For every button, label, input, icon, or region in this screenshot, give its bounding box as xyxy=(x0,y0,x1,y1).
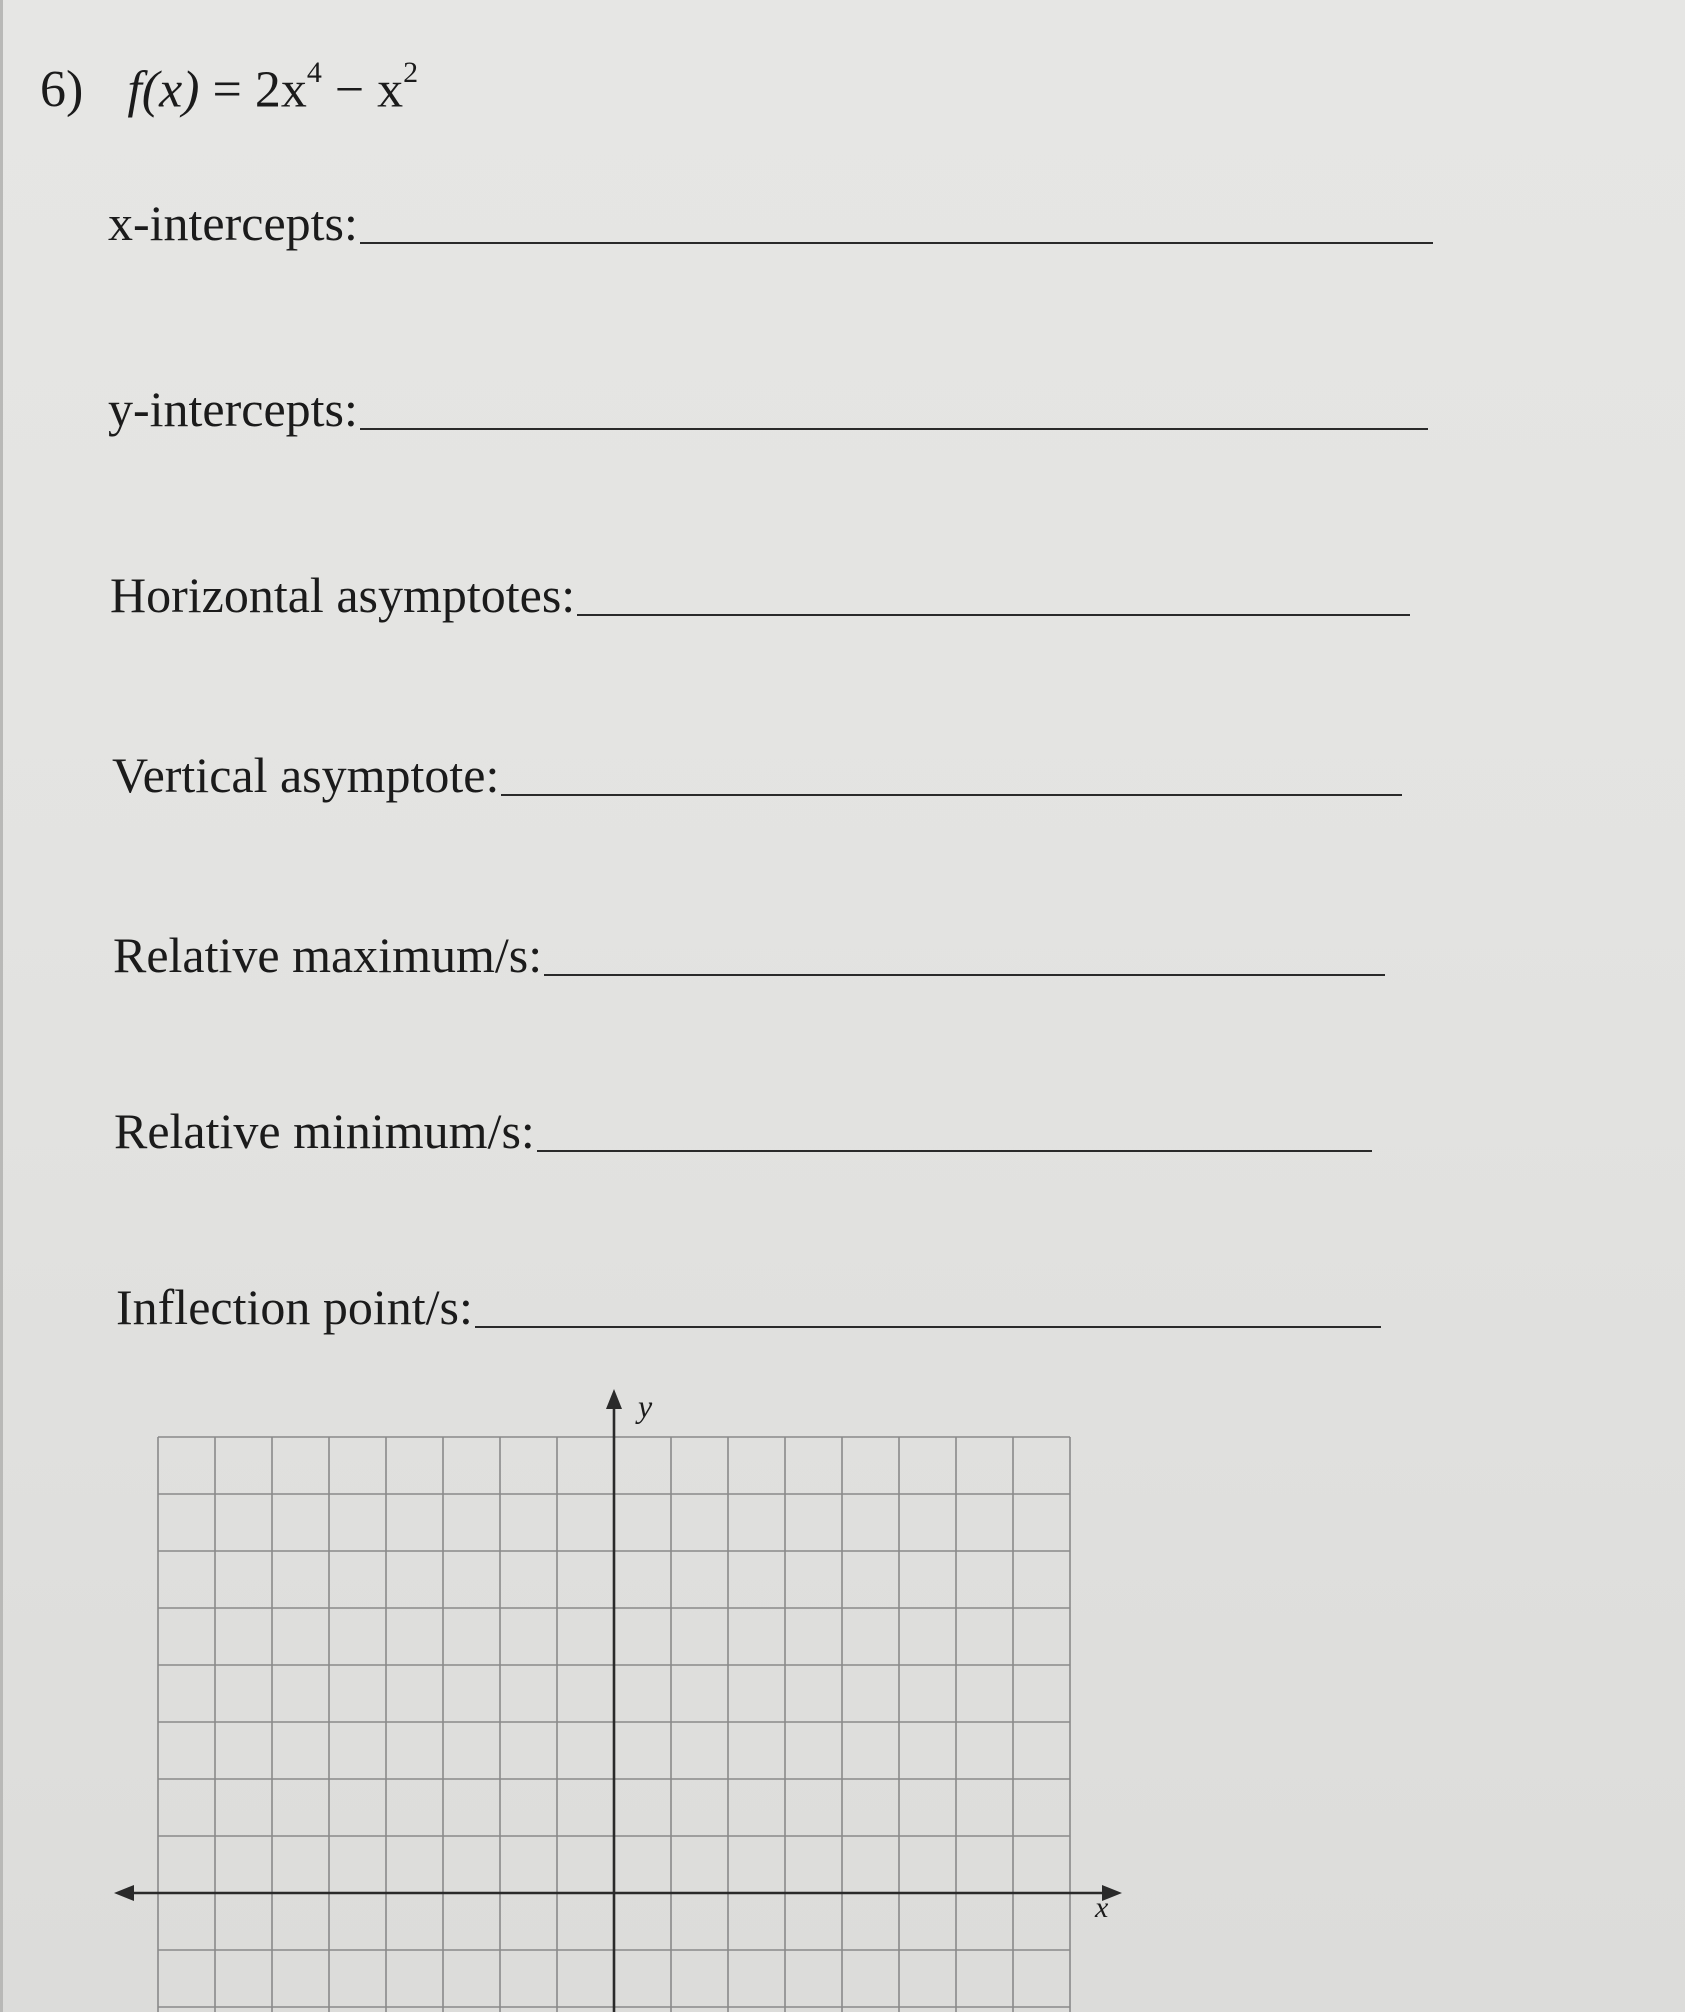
inflection-points-field xyxy=(116,1279,1381,1335)
horizontal-asymptotes-label: Horizontal asymptotes: xyxy=(110,567,576,623)
graph-area[interactable] xyxy=(110,1385,1130,2012)
problem-statement xyxy=(40,56,419,119)
x-axis-left-arrow-icon xyxy=(114,1885,134,1901)
x-axis-label: x xyxy=(1095,1891,1109,1924)
problem-number: 6) xyxy=(40,61,84,119)
vertical-asymptote-answer-line[interactable] xyxy=(501,794,1402,796)
y-axis-arrow-icon xyxy=(606,1389,622,1409)
y-intercepts-answer-line[interactable] xyxy=(360,428,1428,430)
y-axis-label: y xyxy=(638,1388,653,1424)
inflection-points-label: Inflection point/s: xyxy=(116,1279,473,1335)
function-term-2: − x xyxy=(321,61,404,119)
function-term-1: = 2x xyxy=(199,61,307,119)
inflection-points-answer-line[interactable] xyxy=(475,1326,1381,1328)
relative-maximum-field xyxy=(113,927,1385,983)
axes xyxy=(114,1389,1122,2012)
relative-maximum-answer-line[interactable] xyxy=(544,974,1385,976)
coordinate-grid[interactable] xyxy=(110,1385,1130,2012)
x-intercepts-field xyxy=(108,195,1433,251)
relative-minimum-answer-line[interactable] xyxy=(537,1150,1372,1152)
horizontal-asymptotes-field xyxy=(110,567,1410,623)
function-name: f(x) xyxy=(127,61,200,119)
vertical-asymptote-field xyxy=(112,747,1402,803)
x-intercepts-answer-line[interactable] xyxy=(360,242,1433,244)
exponent-1: 4 xyxy=(306,56,322,89)
page-edge xyxy=(0,0,3,2012)
relative-minimum-label: Relative minimum/s: xyxy=(114,1103,535,1159)
relative-maximum-label: Relative maximum/s: xyxy=(113,927,543,983)
vertical-asymptote-label: Vertical asymptote: xyxy=(112,747,500,803)
y-intercepts-field xyxy=(108,381,1428,437)
exponent-2: 2 xyxy=(403,56,419,89)
horizontal-asymptotes-answer-line[interactable] xyxy=(577,614,1410,616)
y-intercepts-label: y-intercepts: xyxy=(108,381,358,437)
relative-minimum-field xyxy=(114,1103,1372,1159)
x-intercepts-label: x-intercepts: xyxy=(108,195,358,251)
